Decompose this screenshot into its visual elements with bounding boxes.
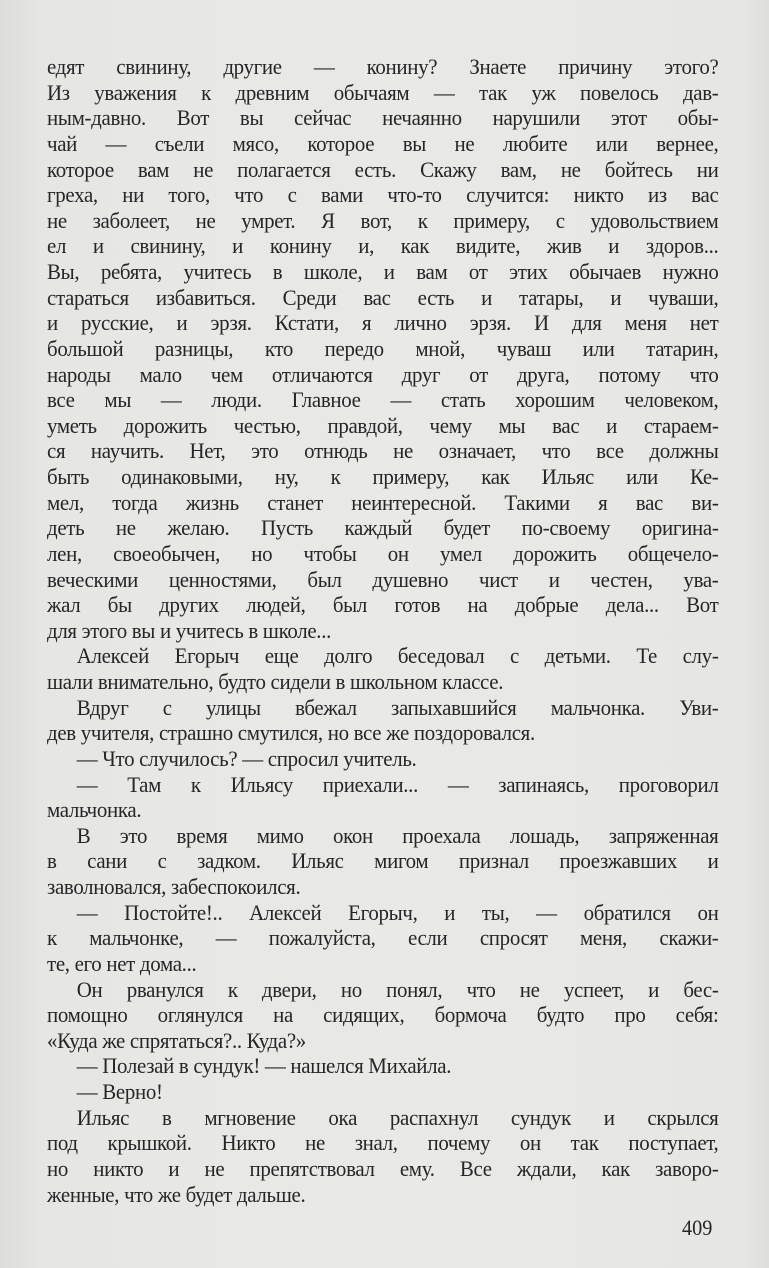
text-line: стараться избавиться. Среди вас есть и татары, и чуваши, [47,284,719,310]
text-line: не заболеет, не умрет. Я вот, к примеру, с удовольствием [47,207,719,233]
text-line: жал бы других людей, был готов на добрые дела... Вот [47,592,719,618]
text-line: деть не желаю. Пусть каждый будет по-своему оригина- [47,515,719,541]
text-line: — Постойте!.. Алексей Егорыч, и ты, — обратился он [76,899,719,925]
paragraph-end-line: шали внимательно, будто сидели в школьном классе. [47,669,504,694]
paragraph-end-line: дев учителя, страшно смутился, но все же поздоровался. [47,720,535,746]
text-line: но никто и не препятствовал ему. Все ждали, как заворо- [47,1155,719,1181]
text-line: веческими ценностями, был душевно чист и честен, ува- [47,566,719,592]
text-line: — Там к Ильясу приехали... — запинаясь, проговорил [76,771,719,797]
paragraph-end-line: — Полезай в сундук! — нашелся Михайла. [76,1053,452,1079]
paragraph-end-line: заволновался, забеспокоился. [47,874,301,899]
text-line: мел, тогда жизнь станет неинтересной. Такими я вас ви- [47,489,719,515]
text-line: Он рванулся к двери, но понял, что не успеет, и бес- [76,976,719,1002]
page-number: 409 [682,1215,713,1240]
paragraph-end-line: для этого вы и учитесь в школе... [47,617,332,643]
text-line: греха, ни того, что с вами что-то случится: никто из вас [47,182,719,208]
text-line: лен, своеобычен, но чтобы он умел дорожить общечело- [47,540,719,566]
text-line: уметь дорожить честью, правдой, чему мы вас и стараем- [47,412,719,438]
text-line: быть одинаковыми, ну, к примеру, как Ильяс или Ке- [47,464,719,489]
text-line: ел и свинину, и конину и, как видите, жив и здоров... [47,233,719,259]
text-line: Из уважения к древним обычаям — так уж повелось дав- [47,79,719,105]
text-line: Вдруг с улицы вбежал запыхавшийся мальчонка. Уви- [76,694,719,720]
paragraph-end-line: — Верно! [76,1079,163,1104]
paragraph-end-line: «Куда же спрятаться?.. Куда?» [47,1027,306,1053]
text-line: все мы — люди. Главное — стать хорошим человеком, [47,387,719,413]
page-body-text [47,54,719,1207]
text-line: Алексей Егорыч еще долго беседовал с детьми. Те слу- [76,643,719,669]
text-line: большой разницы, кто передо мной, чуваш или татарин, [47,335,719,361]
paragraph-end-line: те, его нет дома... [47,950,197,976]
paragraph-end-line: мальчонка. [47,797,142,823]
text-line: едят свинину, другие — конину? Знаете причину этого? [47,54,719,79]
text-line: народы мало чем отличаются друг от друга, потому что [47,361,719,387]
text-line: и русские, и эрзя. Кстати, я лично эрзя. И для меня нет [47,310,719,336]
paragraph-end-line: женные, что же будет дальше. [47,1181,306,1207]
text-line: под крышкой. Никто не знал, почему он так поступает, [47,1130,719,1156]
paragraph-end-line: — Что случилось? — спросил учитель. [76,745,417,771]
text-line: ным-давно. Вот вы сейчас нечаянно нарушили этот обы- [47,105,719,131]
text-line: к мальчонке, — пожалуйста, если спросят меня, скажи- [47,925,719,951]
text-line: помощно оглянулся на сидящих, бормоча будто про себя: [47,1002,719,1028]
text-line: которое вам не полагается есть. Скажу вам, не бойтесь ни [47,156,719,182]
text-line: В это время мимо окон проехала лошадь, запряженная [76,822,719,848]
text-line: в сани с задком. Ильяс мигом признал проезжавших и [47,848,719,874]
text-line: Вы, ребята, учитесь в школе, и вам от этих обычаев нужно [47,259,719,284]
text-line: ся научить. Нет, это отнюдь не означает, что все должны [47,438,719,464]
text-line: чай — съели мясо, которое вы не любите или вернее, [47,130,719,156]
text-line: Ильяс в мгновение ока распахнул сундук и скрылся [76,1104,719,1130]
